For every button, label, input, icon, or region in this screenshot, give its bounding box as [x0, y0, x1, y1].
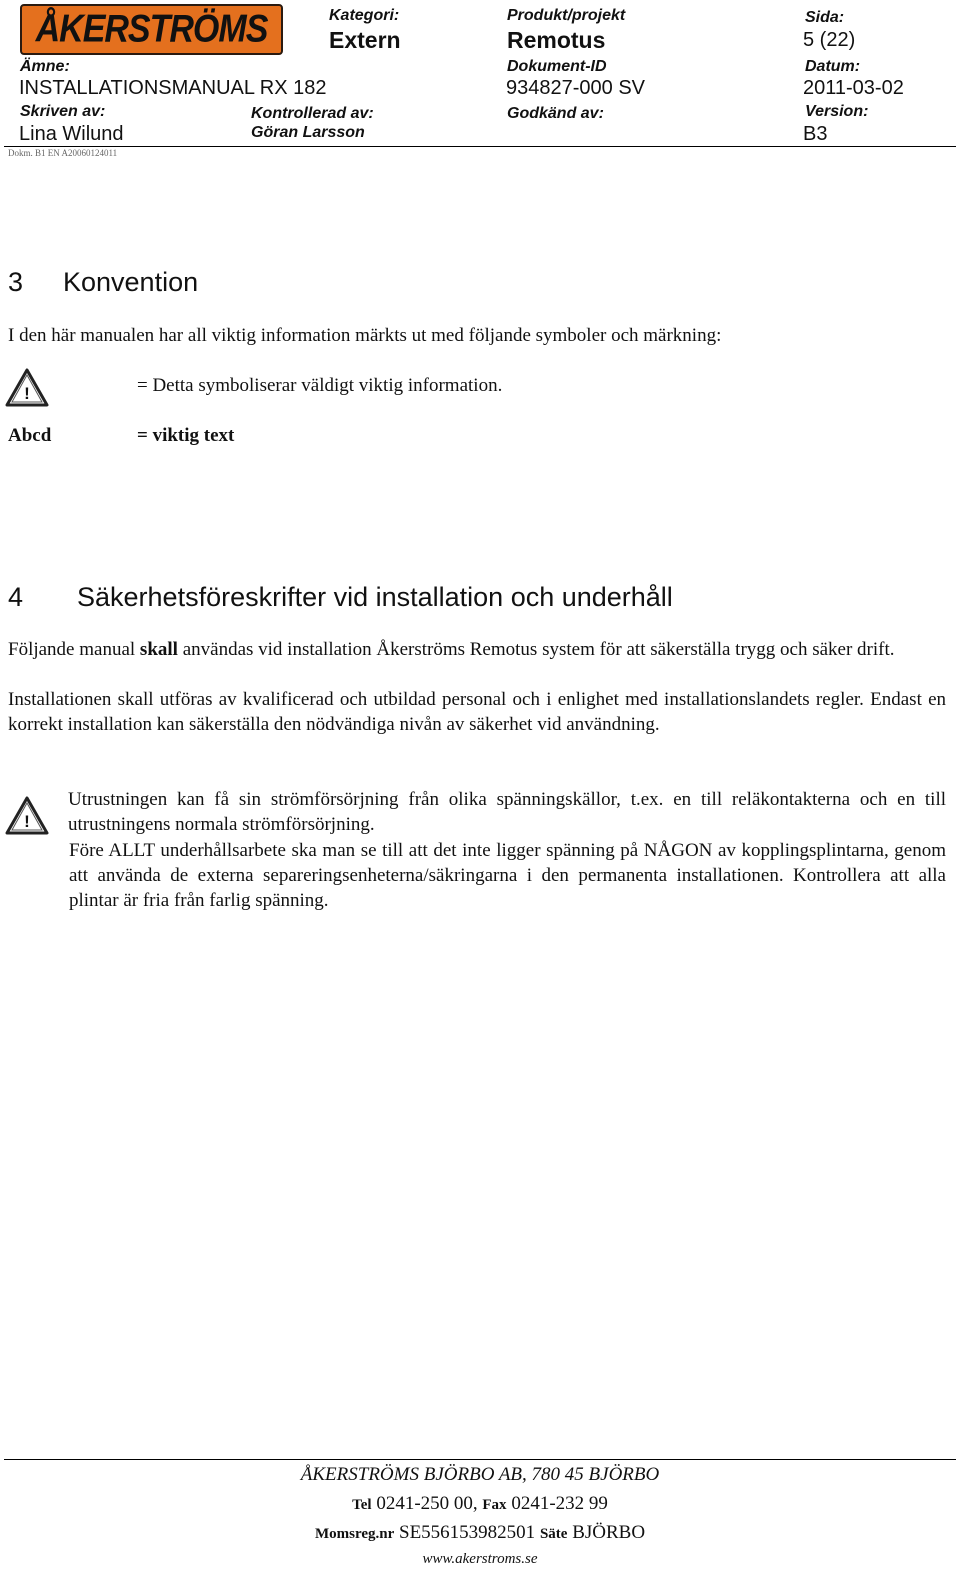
warning-triangle-icon	[4, 795, 50, 836]
warning-triangle-icon	[4, 367, 50, 408]
footer-contact: Tel 0241-250 00, Fax 0241-232 99	[352, 1493, 608, 1514]
kategori-label: Kategori:	[329, 7, 400, 24]
section-3-intro: I den här manualen har all viktig information märkts ut med följande symboler och märkning:	[8, 325, 722, 346]
version-value: B3	[803, 123, 828, 145]
amne-value: INSTALLATIONSMANUAL RX 182	[19, 77, 327, 99]
section-3-title: Konvention	[63, 267, 199, 297]
warning-paragraph-2: Före ALLT underhållsarbete ska man se till att det inte ligger spänning på NÅGON av kopplingsplintarna, genom att använda de externa separeringsenheterna/säkringarna i den permanenta installationen. Kontrollera att alla plintar är fria från farlig spänning.	[69, 840, 946, 911]
datum-value: 2011-03-02	[803, 77, 904, 99]
dokid-value: 934827-000 SV	[506, 77, 646, 99]
header-divider	[4, 146, 956, 147]
kategori-value: Extern	[329, 27, 401, 53]
kontrollerad-value: Göran Larsson	[251, 124, 365, 141]
section-3-number: 3	[8, 267, 24, 297]
svg-text:!: !	[24, 384, 30, 403]
skriven-label: Skriven av:	[20, 103, 106, 120]
abcd-example: Abcd	[8, 425, 52, 446]
warning-symbol-description: = Detta symboliserar väldigt viktig information.	[137, 375, 503, 396]
dokid-label: Dokument-ID	[507, 58, 607, 75]
kontrollerad-label: Kontrollerad av:	[251, 105, 374, 122]
company-logo: ÅKERSTRÖMS	[20, 4, 283, 55]
svg-text:!: !	[24, 812, 30, 831]
footer-divider	[4, 1459, 956, 1460]
skriven-value: Lina Wilund	[19, 123, 124, 145]
emphasis-skall: skall	[139, 639, 178, 660]
section-4-paragraph-2: Installationen skall utföras av kvalificerad och utbildad personal och i enlighet med installationslandets regler. Endast en korrekt installation kan säkerställa den nödvändiga nivån av säkerhet vid användning.	[8, 689, 946, 735]
section-4-number: 4	[8, 582, 24, 612]
sida-label: Sida:	[805, 9, 845, 26]
version-label: Version:	[805, 103, 869, 120]
produkt-label: Produkt/projekt	[507, 7, 626, 24]
godkand-label: Godkänd av:	[507, 105, 604, 122]
footer-company: ÅKERSTRÖMS BJÖRBO AB, 780 45 BJÖRBO	[300, 1464, 660, 1485]
sida-value: 5 (22)	[803, 29, 856, 51]
warning-paragraph-1: Utrustningen kan få sin strömförsörjning från olika spänningskällor, t.ex. en till reläkontakterna och en till utrustningens normala strömförsörjning.	[68, 789, 946, 835]
footer-registration: Momsreg.nr SE556153982501 Säte BJÖRBO	[314, 1522, 646, 1543]
section-4-title: Säkerhetsföreskrifter vid installation och underhåll	[77, 582, 673, 612]
abcd-description: = viktig text	[137, 425, 235, 446]
document-code: Dokm. B1 EN A20060124011	[8, 148, 118, 158]
amne-label: Ämne:	[20, 58, 70, 75]
datum-label: Datum:	[805, 58, 861, 75]
footer-website-link[interactable]: www.akerstroms.se	[422, 1551, 538, 1567]
section-4-paragraph-1: Följande manual skall användas vid installation Åkerströms Remotus system för att säkerställa trygg och säker drift.	[8, 639, 895, 660]
produkt-value: Remotus	[507, 27, 606, 53]
